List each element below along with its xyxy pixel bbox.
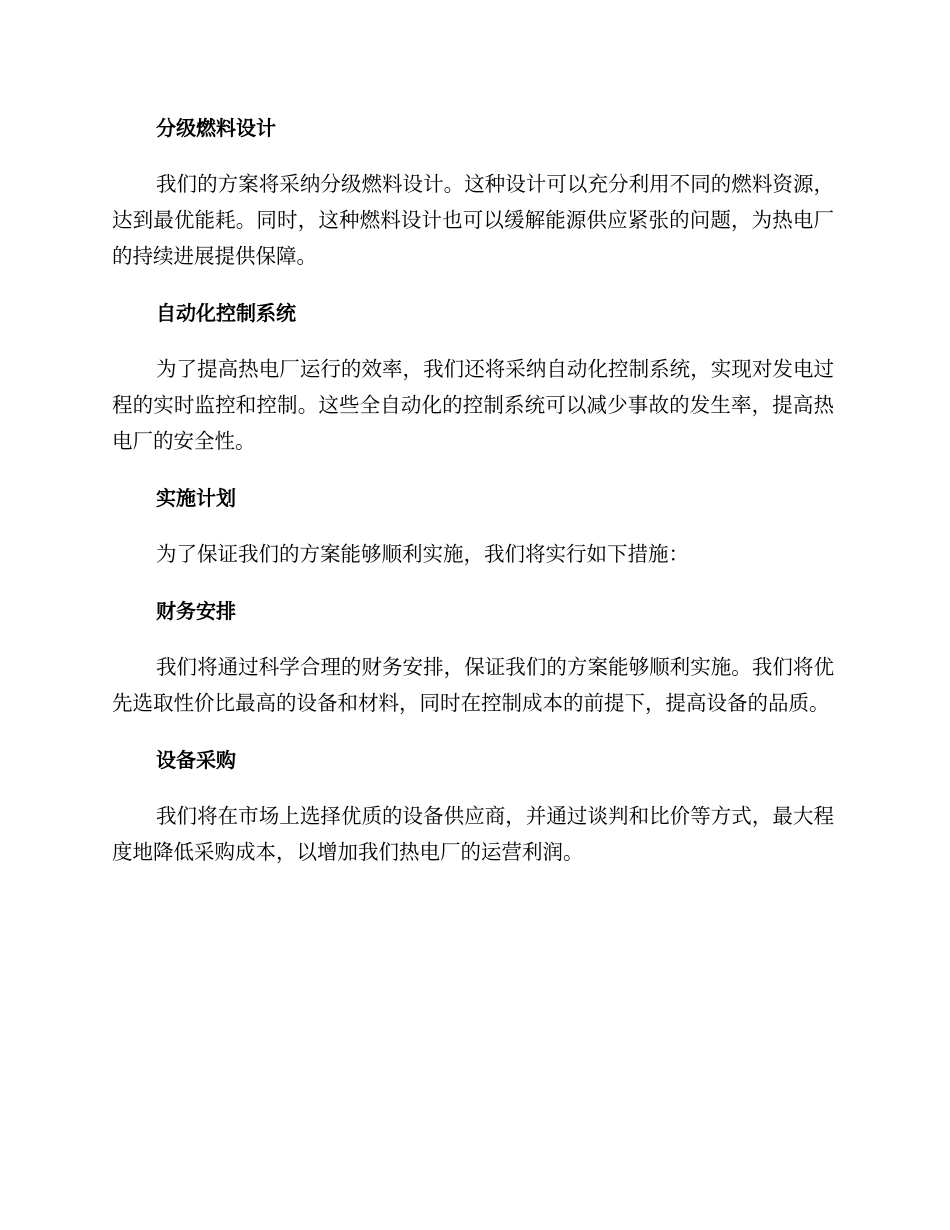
document-page: [112, 112, 834, 870]
section-body-equipment-procurement: 我们将在市场上选择优质的设备供应商，并通过谈判和比价等方式，最大程度地降低采购成本，以增加我们热电厂的运营利润。: [112, 804, 834, 864]
section-heading-equipment-procurement: 设备采购: [156, 748, 236, 772]
section-heading-automation-control: 自动化控制系统: [156, 301, 296, 325]
section-heading-financial-arrangement: 财务安排: [156, 599, 236, 623]
section-heading-implementation-plan: 实施计划: [156, 486, 236, 510]
section-body-financial-arrangement: 我们将通过科学合理的财务安排，保证我们的方案能够顺利实施。我们将优先选取性价比最高的设备和材料，同时在控制成本的前提下，提高设备的品质。: [112, 655, 834, 715]
section-body-fuel-design: 我们的方案将采纳分级燃料设计。这种设计可以充分利用不同的燃料资源，达到最优能耗。同时，这种燃料设计也可以缓解能源供应紧张的问题，为热电厂的持续进展提供保障。: [112, 172, 834, 268]
section-heading-fuel-design: 分级燃料设计: [156, 116, 276, 140]
section-body-implementation-plan: 为了保证我们的方案能够顺利实施，我们将实行如下措施：: [156, 542, 689, 566]
section-body-automation-control: 为了提高热电厂运行的效率，我们还将采纳自动化控制系统，实现对发电过程的实时监控和控制。这些全自动化的控制系统可以减少事故的发生率，提高热电厂的安全性。: [112, 357, 834, 453]
